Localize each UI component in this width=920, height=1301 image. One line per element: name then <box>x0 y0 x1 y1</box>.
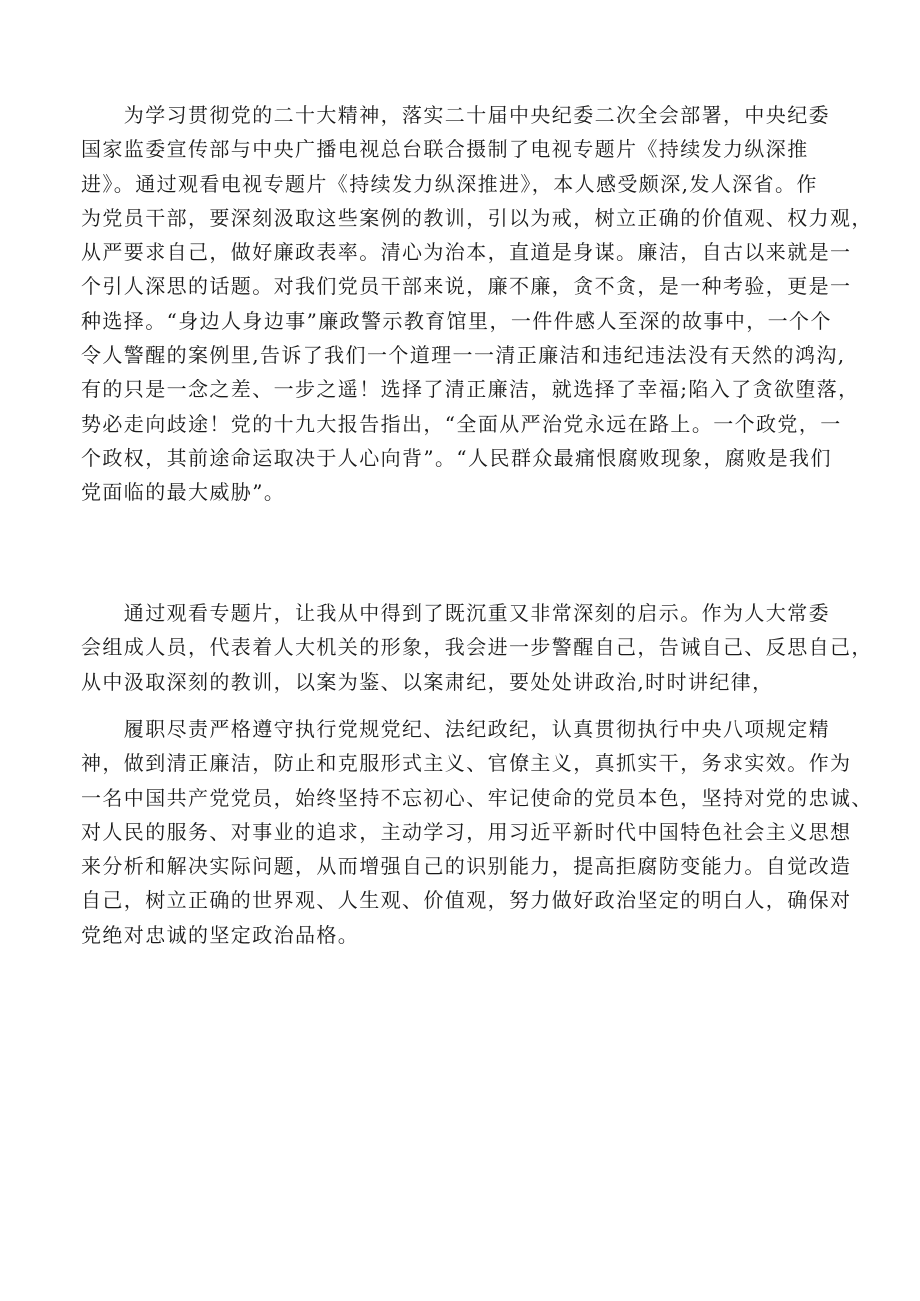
paragraph-line: 会组成人员，代表着人大机关的形象，我会进一步警醒自己，告诫自己、反思自己， <box>81 635 873 660</box>
paragraph-line: 神，做到清正廉洁，防止和克服形式主义、官僚主义，真抓实干，务求实效。作为 <box>81 751 852 776</box>
paragraph-3 <box>81 712 873 952</box>
paragraph-line: 从中汲取深刻的教训，以案为鉴、以案肃纪，要处处讲政治,时时讲纪律， <box>81 669 774 694</box>
paragraph-line: 来分析和解决实际问题，从而增强自己的识别能力，提高拒腐防变能力。自觉改造 <box>81 854 852 879</box>
paragraph-line: 党绝对忠诚的坚定政治品格。 <box>81 922 360 947</box>
paragraph-line: 令人警醒的案例里,告诉了我们一个道理一一清正廉洁和违纪违法没有天然的鸿沟, <box>81 343 846 368</box>
paragraph-line: 势必走向歧途！党的十九大报告指出，“全面从严治党永远在路上。一个政党，一 <box>81 411 842 436</box>
paragraph-line: 自己，树立正确的世界观、人生观、价值观，努力做好政治坚定的明白人，确保对 <box>81 888 852 913</box>
paragraph-2 <box>81 596 873 699</box>
paragraph-line: 进》。通过观看电视专题片《持续发力纵深推进》，本人感受颇深,发人深省。作 <box>81 171 818 196</box>
paragraph-line: 个政权，其前途命运取决于人心向背”。“人民群众最痛恨腐败现象，腐败是我们 <box>81 445 832 470</box>
paragraph-line: 为学习贯彻党的二十大精神，落实二十届中央纪委二次全会部署，中央纪委 <box>81 103 830 127</box>
paragraph-line: 种选择。“身边人身边事”廉政警示教育馆里，一件件感人至深的故事中，一个个 <box>81 308 832 333</box>
paragraph-line: 通过观看专题片，让我从中得到了既沉重又非常深刻的启示。作为人大常委 <box>81 601 830 625</box>
paragraph-line: 国家监委宣传部与中央广播电视总台联合摄制了电视专题片《持续发力纵深推 <box>81 137 809 162</box>
paragraph-line: 党面临的最大威胁”。 <box>81 480 286 505</box>
paragraph-line: 对人民的服务、对事业的追求，主动学习，用习近平新时代中国特色社会主义思想 <box>81 819 852 844</box>
paragraph-1 <box>81 98 873 510</box>
paragraph-line: 有的只是一念之差、一步之遥！选择了清正廉洁，就选择了幸福;陷入了贪欲堕落， <box>81 377 860 402</box>
paragraph-line: 为党员干部，要深刻汲取这些案例的教训，引以为戒，树立正确的价值观、权力观， <box>81 205 873 230</box>
paragraph-line: 一名中国共产党党员，始终坚持不忘初心、牢记使命的党员本色，坚持对党的忠诚、 <box>81 785 873 810</box>
paragraph-line: 从严要求自己，做好廉政表率。清心为治本，直道是身谋。廉洁，自古以来就是一 <box>81 240 852 265</box>
paragraph-line: 个引人深思的话题。对我们党员干部来说，廉不廉，贪不贪，是一种考验，更是一 <box>81 274 852 299</box>
paragraph-line: 履职尽责严格遵守执行党规党纪、法纪政纪，认真贯彻执行中央八项规定精 <box>81 717 830 741</box>
